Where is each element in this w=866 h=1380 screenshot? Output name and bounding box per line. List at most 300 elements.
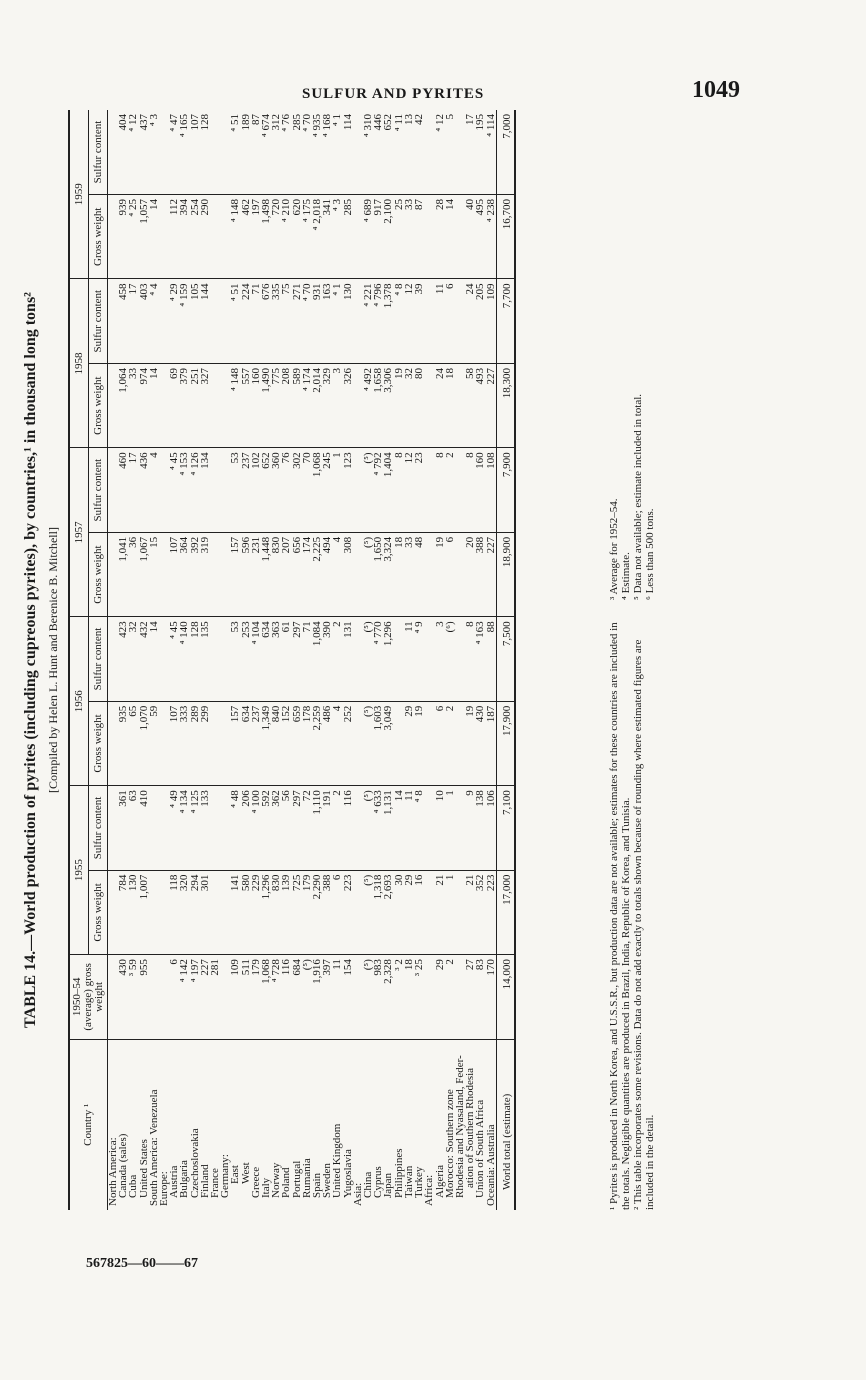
- value-cell: 76: [281, 448, 291, 532]
- value-cell: ⁴ 674: [261, 110, 271, 195]
- value-cell: 1,318: [373, 870, 383, 954]
- value-cell: 974: [139, 363, 149, 447]
- country-cell: Philippines: [392, 1148, 405, 1198]
- value-cell: 24: [465, 279, 475, 363]
- value-cell: 224: [241, 279, 251, 363]
- value-cell: [424, 701, 434, 785]
- value-cell: 174: [302, 532, 312, 616]
- value-cell: 11: [404, 786, 414, 870]
- value-cell: 191: [322, 786, 332, 870]
- value-cell: 53: [230, 617, 240, 701]
- value-cell: ⁴ 4: [149, 279, 159, 363]
- value-cell: ⁴ 197: [190, 955, 200, 1039]
- value-cell: 1,448: [261, 532, 271, 616]
- value-cell: [210, 448, 220, 532]
- value-cell: 231: [251, 532, 261, 616]
- value-cell: 939: [118, 195, 128, 279]
- value-cell: 32: [128, 617, 138, 701]
- value-cell: 107: [190, 110, 200, 195]
- value-cell: 1,070: [139, 701, 149, 785]
- value-cell: ⁴ 148: [230, 195, 240, 279]
- header-gross-weight: Gross weight: [89, 532, 108, 616]
- value-cell: ³ 59: [128, 955, 138, 1039]
- country-cell: Asia:: [351, 1182, 364, 1206]
- total-value-cell: 16,700: [496, 195, 515, 279]
- country-cell: Poland: [280, 1167, 293, 1198]
- running-header-title: SULFUR AND PYRITES: [302, 86, 485, 102]
- table-row: [486, 110, 497, 1210]
- total-value-cell: 17,900: [496, 701, 515, 785]
- value-cell: ⁴ 9: [414, 617, 424, 701]
- value-cell: 580: [241, 870, 251, 954]
- table-row: [373, 110, 383, 1210]
- value-cell: 364: [179, 532, 189, 616]
- value-cell: 237: [241, 448, 251, 532]
- country-cell: South America: Venezuela: [147, 1089, 160, 1206]
- value-cell: ⁴ 51: [230, 279, 240, 363]
- value-cell: 362: [271, 786, 281, 870]
- total-value-cell: 14,000: [496, 955, 515, 1039]
- value-cell: 14: [394, 786, 404, 870]
- value-cell: 116: [281, 955, 291, 1039]
- value-cell: 14: [149, 617, 159, 701]
- value-cell: 80: [414, 363, 424, 447]
- value-cell: 227: [486, 532, 497, 616]
- value-cell: ⁴ 29: [169, 279, 179, 363]
- value-cell: 493: [475, 363, 485, 447]
- value-cell: 118: [169, 870, 179, 954]
- value-cell: ⁴ 1: [332, 110, 342, 195]
- footnote: ³ Average for 1952–54.: [608, 498, 620, 600]
- value-cell: 71: [302, 617, 312, 701]
- value-cell: 157: [230, 532, 240, 616]
- country-cell: East: [229, 1165, 242, 1184]
- total-value-cell: 7,700: [496, 279, 515, 363]
- value-cell: 557: [241, 363, 251, 447]
- value-cell: 329: [322, 363, 332, 447]
- header-sulfur-content: Sulfur content: [89, 786, 108, 870]
- country-cell: United Kingdom: [331, 1123, 344, 1198]
- table-row: [139, 110, 149, 1210]
- country-cell: Italy: [260, 1177, 273, 1198]
- value-cell: ⁴ 165: [179, 110, 189, 195]
- value-cell: (⁵): [363, 532, 373, 616]
- header-year: 1956: [69, 617, 89, 786]
- value-cell: 2,290: [312, 870, 322, 954]
- table-row: [159, 110, 169, 1210]
- value-cell: 21: [465, 870, 475, 954]
- value-cell: 285: [343, 195, 353, 279]
- total-value-cell: 17,000: [496, 870, 515, 954]
- value-cell: ⁴ 175: [302, 195, 312, 279]
- value-cell: 423: [118, 617, 128, 701]
- value-cell: ⁴ 49: [169, 786, 179, 870]
- table-row: [169, 110, 179, 1210]
- value-cell: 684: [292, 955, 302, 1039]
- value-cell: [424, 955, 434, 1039]
- page-number: 1049: [692, 77, 740, 103]
- country-cell: China: [362, 1171, 375, 1198]
- country-cell: Greece: [249, 1166, 262, 1198]
- value-cell: 75: [281, 279, 291, 363]
- value-cell: 436: [139, 448, 149, 532]
- value-cell: 917: [373, 195, 383, 279]
- country-cell: Algeria: [433, 1165, 446, 1198]
- value-cell: ⁴ 25: [128, 195, 138, 279]
- value-cell: 312: [271, 110, 281, 195]
- value-cell: 160: [251, 363, 261, 447]
- value-cell: 4: [332, 532, 342, 616]
- value-cell: ⁴ 689: [363, 195, 373, 279]
- value-cell: 486: [322, 701, 332, 785]
- value-cell: (⁵): [363, 701, 373, 785]
- value-cell: 388: [475, 532, 485, 616]
- value-cell: 1,378: [383, 279, 393, 363]
- value-cell: 840: [271, 701, 281, 785]
- value-cell: 290: [200, 195, 210, 279]
- value-cell: ⁴ 935: [312, 110, 322, 195]
- value-cell: 223: [486, 870, 497, 954]
- value-cell: 1: [445, 870, 455, 954]
- table-row: [475, 110, 485, 1210]
- value-cell: 131: [343, 617, 353, 701]
- value-cell: [455, 617, 465, 701]
- value-cell: 130: [128, 870, 138, 954]
- value-cell: 430: [475, 701, 485, 785]
- value-cell: 3,324: [383, 532, 393, 616]
- value-cell: 410: [139, 786, 149, 870]
- country-cell: Germany:: [219, 1154, 232, 1198]
- value-cell: ⁴ 8: [394, 279, 404, 363]
- value-cell: 139: [281, 870, 291, 954]
- value-cell: ⁴ 3: [332, 195, 342, 279]
- value-cell: 3,049: [383, 701, 393, 785]
- value-cell: 2,259: [312, 701, 322, 785]
- value-cell: 32: [404, 363, 414, 447]
- footnotes-left: [608, 610, 656, 1210]
- value-cell: 460: [118, 448, 128, 532]
- table-row: [424, 110, 434, 1210]
- table-row: [445, 110, 455, 1210]
- value-cell: 1,110: [312, 786, 322, 870]
- table-row: [118, 110, 128, 1210]
- value-cell: 25: [394, 195, 404, 279]
- table-row: [220, 110, 230, 1210]
- value-cell: 394: [179, 195, 189, 279]
- value-cell: [210, 110, 220, 195]
- value-cell: 170: [486, 955, 497, 1039]
- value-cell: 281: [210, 955, 220, 1039]
- value-cell: ⁴ 221: [363, 279, 373, 363]
- country-cell: Japan: [382, 1172, 395, 1198]
- value-cell: [424, 448, 434, 532]
- value-cell: 16: [414, 870, 424, 954]
- value-cell: 931: [312, 279, 322, 363]
- table-row: [394, 110, 404, 1210]
- value-cell: 6: [332, 870, 342, 954]
- value-cell: 511: [241, 955, 251, 1039]
- header-base-period: 1950–54 (average) gross weight: [69, 955, 108, 1039]
- value-cell: 106: [486, 786, 497, 870]
- value-cell: [424, 617, 434, 701]
- table-row: [128, 110, 138, 1210]
- value-cell: 4: [149, 448, 159, 532]
- value-cell: 17: [128, 279, 138, 363]
- total-value-cell: 7,900: [496, 448, 515, 532]
- country-cell: Austria: [168, 1165, 181, 1198]
- value-cell: [424, 279, 434, 363]
- value-cell: 432: [139, 617, 149, 701]
- value-cell: 333: [179, 701, 189, 785]
- value-cell: 189: [241, 110, 251, 195]
- value-cell: 390: [322, 617, 332, 701]
- header-sulfur-content: Sulfur content: [89, 617, 108, 701]
- value-cell: 1,296: [383, 617, 393, 701]
- value-cell: 1,084: [312, 617, 322, 701]
- total-row: [496, 110, 515, 1210]
- header-gross-weight: Gross weight: [89, 701, 108, 785]
- value-cell: 11: [332, 955, 342, 1039]
- value-cell: (⁵): [363, 786, 373, 870]
- value-cell: 2,693: [383, 870, 393, 954]
- value-cell: ⁴ 728: [271, 955, 281, 1039]
- table-row: [210, 110, 220, 1210]
- value-cell: 130: [343, 279, 353, 363]
- pyrites-production-table: [68, 110, 516, 1210]
- value-cell: 29: [404, 870, 414, 954]
- country-cell: Union of South Africa: [474, 1099, 487, 1198]
- value-cell: 144: [200, 279, 210, 363]
- value-cell: 289: [190, 701, 200, 785]
- value-cell: 19: [414, 701, 424, 785]
- value-cell: 462: [241, 195, 251, 279]
- value-cell: 141: [230, 870, 240, 954]
- value-cell: 830: [271, 532, 281, 616]
- value-cell: 61: [281, 617, 291, 701]
- table-row: [190, 110, 200, 1210]
- value-cell: 302: [292, 448, 302, 532]
- value-cell: 53: [230, 448, 240, 532]
- value-cell: 620: [292, 195, 302, 279]
- value-cell: 403: [139, 279, 149, 363]
- value-cell: 88: [486, 617, 497, 701]
- value-cell: 11: [435, 279, 445, 363]
- value-cell: (⁵): [302, 955, 312, 1039]
- value-cell: 157: [230, 701, 240, 785]
- value-cell: 319: [200, 532, 210, 616]
- value-cell: ⁴ 770: [373, 617, 383, 701]
- value-cell: 29: [404, 701, 414, 785]
- value-cell: 71: [251, 279, 261, 363]
- value-cell: 29: [435, 955, 445, 1039]
- value-cell: 784: [118, 870, 128, 954]
- value-cell: 1,068: [261, 955, 271, 1039]
- value-cell: 187: [486, 701, 497, 785]
- total-value-cell: 7,000: [496, 110, 515, 195]
- value-cell: 12: [404, 279, 414, 363]
- value-cell: 14: [149, 195, 159, 279]
- value-cell: 341: [322, 195, 332, 279]
- value-cell: 775: [271, 363, 281, 447]
- value-cell: [210, 363, 220, 447]
- value-cell: 72: [302, 786, 312, 870]
- value-cell: ⁴ 48: [230, 786, 240, 870]
- header-gross-weight: Gross weight: [89, 363, 108, 447]
- table-row: [271, 110, 281, 1210]
- table-row: [230, 110, 240, 1210]
- value-cell: 253: [241, 617, 251, 701]
- value-cell: 179: [302, 870, 312, 954]
- value-cell: 21: [435, 870, 445, 954]
- value-cell: 2: [332, 617, 342, 701]
- value-cell: 135: [200, 617, 210, 701]
- value-cell: 152: [281, 701, 291, 785]
- country-cell: Canada (sales): [117, 1133, 130, 1198]
- country-cell: Spain: [311, 1172, 324, 1198]
- value-cell: 18: [445, 363, 455, 447]
- value-cell: 392: [190, 532, 200, 616]
- value-cell: 65: [128, 701, 138, 785]
- value-cell: 308: [343, 532, 353, 616]
- value-cell: 299: [200, 701, 210, 785]
- value-cell: 659: [292, 701, 302, 785]
- value-cell: 437: [139, 110, 149, 195]
- value-cell: 1,650: [373, 532, 383, 616]
- value-cell: [149, 955, 159, 1039]
- country-cell: Europe:: [158, 1171, 171, 1206]
- value-cell: 207: [281, 532, 291, 616]
- header-sulfur-content: Sulfur content: [89, 110, 108, 195]
- value-cell: 2: [332, 786, 342, 870]
- table-row: [251, 110, 261, 1210]
- value-cell: ⁴ 1: [332, 279, 342, 363]
- value-cell: ⁴ 174: [302, 363, 312, 447]
- value-cell: 107: [169, 532, 179, 616]
- footnote: ⁵ Data not available; estimate included in total.: [632, 393, 644, 600]
- value-cell: 18: [394, 532, 404, 616]
- table-body: [108, 110, 515, 1210]
- value-cell: 326: [343, 363, 353, 447]
- value-cell: 495: [475, 195, 485, 279]
- table-row: [383, 110, 393, 1210]
- table-row: [404, 110, 414, 1210]
- value-cell: (⁵): [363, 448, 373, 532]
- value-cell: 592: [261, 786, 271, 870]
- value-cell: [424, 786, 434, 870]
- value-cell: (⁵): [363, 955, 373, 1039]
- value-cell: 596: [241, 532, 251, 616]
- value-cell: ⁴ 12: [435, 110, 445, 195]
- value-cell: 2,100: [383, 195, 393, 279]
- value-cell: 458: [118, 279, 128, 363]
- value-cell: 404: [118, 110, 128, 195]
- value-cell: ³ 25: [414, 955, 424, 1039]
- value-cell: [149, 786, 159, 870]
- value-cell: ⁴ 45: [169, 617, 179, 701]
- country-cell: Oceania: Australia: [484, 1124, 497, 1206]
- value-cell: 116: [343, 786, 353, 870]
- value-cell: 133: [200, 786, 210, 870]
- value-cell: 1,658: [373, 363, 383, 447]
- value-cell: 360: [271, 448, 281, 532]
- value-cell: 227: [486, 363, 497, 447]
- value-cell: 48: [414, 532, 424, 616]
- table-row: [302, 110, 312, 1210]
- table-row: [200, 110, 210, 1210]
- table-row: [108, 110, 119, 1210]
- value-cell: [424, 870, 434, 954]
- value-cell: 69: [169, 363, 179, 447]
- value-cell: 206: [241, 786, 251, 870]
- value-cell: ⁴ 153: [179, 448, 189, 532]
- country-cell: Taiwan: [402, 1165, 415, 1198]
- value-cell: 39: [414, 279, 424, 363]
- value-cell: ⁴ 70: [302, 279, 312, 363]
- value-cell: ⁴ 210: [281, 195, 291, 279]
- value-cell: 87: [414, 195, 424, 279]
- country-cell: Norway: [270, 1162, 283, 1198]
- table-row: [241, 110, 251, 1210]
- total-value-cell: 18,300: [496, 363, 515, 447]
- value-cell: ⁴ 45: [169, 448, 179, 532]
- value-cell: 59: [149, 701, 159, 785]
- value-cell: ⁴ 168: [322, 110, 332, 195]
- value-cell: 70: [302, 448, 312, 532]
- header-sulfur-content: Sulfur content: [89, 448, 108, 532]
- value-cell: 33: [404, 532, 414, 616]
- value-cell: 33: [128, 363, 138, 447]
- value-cell: 33: [404, 195, 414, 279]
- footnotes-right: [608, 110, 656, 600]
- country-cell: West: [239, 1162, 252, 1184]
- value-cell: 1,916: [312, 955, 322, 1039]
- value-cell: ⁴ 310: [363, 110, 373, 195]
- value-cell: ⁴ 792: [373, 448, 383, 532]
- value-cell: 430: [118, 955, 128, 1039]
- value-cell: 109: [230, 955, 240, 1039]
- value-cell: [210, 195, 220, 279]
- value-cell: [210, 701, 220, 785]
- header-year: 1959: [69, 110, 89, 279]
- value-cell: 3,306: [383, 363, 393, 447]
- value-cell: ⁴ 2,018: [312, 195, 322, 279]
- value-cell: 361: [118, 786, 128, 870]
- value-cell: 1,603: [373, 701, 383, 785]
- value-cell: ⁴ 47: [169, 110, 179, 195]
- value-cell: 227: [200, 955, 210, 1039]
- value-cell: 18: [404, 955, 414, 1039]
- value-cell: 19: [394, 363, 404, 447]
- value-cell: 388: [322, 870, 332, 954]
- value-cell: 320: [179, 870, 189, 954]
- value-cell: 27: [465, 955, 475, 1039]
- value-cell: 1: [332, 448, 342, 532]
- table-row: [343, 110, 353, 1210]
- value-cell: [210, 279, 220, 363]
- value-cell: 271: [292, 279, 302, 363]
- value-cell: 134: [200, 448, 210, 532]
- value-cell: [424, 363, 434, 447]
- value-cell: 1,007: [139, 870, 149, 954]
- value-cell: 109: [486, 279, 497, 363]
- value-cell: 138: [475, 786, 485, 870]
- value-cell: 935: [118, 701, 128, 785]
- value-cell: 6: [445, 532, 455, 616]
- value-cell: 12: [404, 448, 414, 532]
- country-cell: Rumania: [300, 1158, 313, 1198]
- value-cell: [455, 448, 465, 532]
- value-cell: 13: [404, 110, 414, 195]
